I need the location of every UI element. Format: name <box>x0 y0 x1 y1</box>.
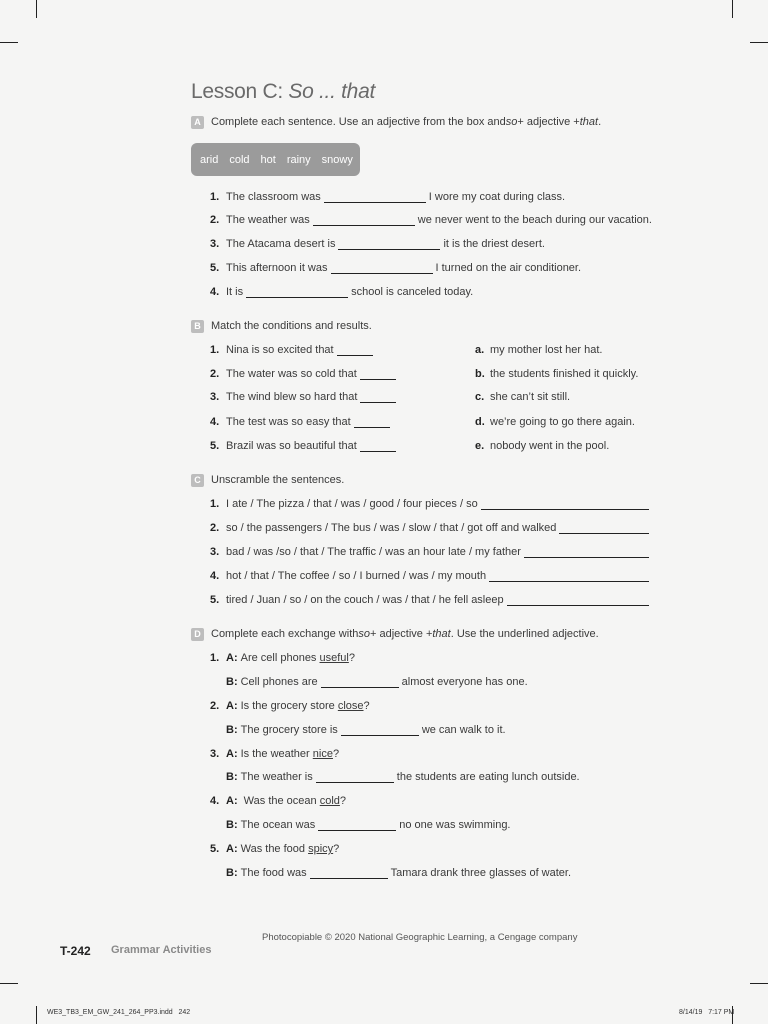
speaker-label: B: <box>226 819 238 831</box>
answer-blank[interactable] <box>360 370 396 380</box>
exercise-a-item <box>210 212 652 226</box>
result-letter: d. <box>475 416 485 428</box>
item-number: 2. <box>210 700 220 712</box>
result-letter: e. <box>475 440 485 452</box>
speaker-label: B: <box>226 724 238 736</box>
exchange-answer <box>226 674 528 688</box>
answer-blank[interactable] <box>337 346 373 356</box>
page-number: T-242 <box>60 944 91 958</box>
item-text: bad / was /so / that / The traffic / was an hour late / my father <box>226 546 521 558</box>
answer-blank[interactable] <box>489 572 649 582</box>
instruction-that: that <box>432 628 451 640</box>
condition-item <box>210 366 399 380</box>
print-slug-file: WE3_TB3_EM_GW_241_264_PP3.indd 242 <box>47 1009 191 1016</box>
underlined-adjective: spicy <box>308 843 334 855</box>
item-text: Cell phones are <box>240 676 318 688</box>
item-text: I ate / The pizza / that / was / good / four pieces / so <box>226 498 478 510</box>
answer-blank[interactable] <box>324 193 426 203</box>
result-item <box>475 438 609 452</box>
section-a-instruction <box>191 115 601 129</box>
item-text: The ocean was <box>240 819 316 831</box>
crop-mark <box>0 983 18 984</box>
speaker-label: B: <box>226 676 238 688</box>
underlined-adjective: useful <box>319 652 349 664</box>
lesson-title <box>191 80 375 104</box>
result-letter: b. <box>475 368 485 380</box>
instruction-that: that <box>579 116 599 128</box>
instruction-so: so <box>358 628 370 640</box>
result-text: nobody went in the pool. <box>490 440 610 452</box>
print-slug-date: 8/14/19 7:17 PM <box>679 1009 735 1016</box>
unscramble-item <box>210 496 652 510</box>
section-c-badge: C <box>191 474 204 487</box>
instruction-text: Complete each exchange with <box>211 628 359 640</box>
copyright-notice: Photocopiable © 2020 National Geographic Learning, a Cengage company <box>262 932 578 943</box>
instruction-text: + adjective + <box>370 628 433 640</box>
crop-mark <box>0 42 18 43</box>
item-text: The water was so cold that <box>226 368 357 380</box>
instruction-text: Match the conditions and results. <box>211 320 372 332</box>
item-number: 3. <box>210 546 220 558</box>
exercise-a-item <box>210 260 581 274</box>
item-text: It is <box>226 286 244 298</box>
crop-mark <box>36 1006 37 1024</box>
item-number: 1. <box>210 652 220 664</box>
item-text: no one was swimming. <box>399 819 511 831</box>
item-number: 4. <box>210 286 220 298</box>
unscramble-item <box>210 592 652 606</box>
exercise-a-item <box>210 189 565 203</box>
answer-blank[interactable] <box>507 596 649 606</box>
item-text: Is the grocery store <box>240 700 338 712</box>
answer-blank[interactable] <box>481 500 649 510</box>
item-text: The weather was <box>226 214 310 226</box>
result-text: my mother lost her hat. <box>490 344 603 356</box>
item-number: 5. <box>210 843 220 855</box>
answer-blank[interactable] <box>313 216 415 226</box>
item-number: 5. <box>210 440 220 452</box>
answer-blank[interactable] <box>360 393 396 403</box>
exchange-answer <box>226 865 571 879</box>
item-number: 1. <box>210 498 220 510</box>
item-number: 1. <box>210 191 220 203</box>
answer-blank[interactable] <box>321 678 399 688</box>
result-item <box>475 414 635 428</box>
answer-blank[interactable] <box>331 264 433 274</box>
answer-blank[interactable] <box>341 726 419 736</box>
word-box-word: arid <box>200 153 219 166</box>
instruction-text: + adjective + <box>517 116 580 128</box>
word-box-word: cold <box>229 153 250 166</box>
item-number: 4. <box>210 795 220 807</box>
result-item <box>475 366 638 380</box>
item-text: ? <box>363 700 370 712</box>
item-text: we can walk to it. <box>421 724 506 736</box>
answer-blank[interactable] <box>246 288 348 298</box>
answer-blank[interactable] <box>360 442 396 452</box>
exchange-question <box>210 650 355 664</box>
section-d-instruction <box>191 627 599 641</box>
word-box-word: rainy <box>286 153 311 166</box>
underlined-adjective: close <box>337 700 364 712</box>
crop-mark <box>732 0 733 18</box>
speaker-label: A: <box>226 748 238 760</box>
item-text: The food was <box>240 867 307 879</box>
item-text: The wind blew so hard that <box>226 391 358 403</box>
item-text: we never went to the beach during our vacation. <box>417 214 652 226</box>
item-number: 2. <box>210 368 220 380</box>
item-text: Tamara drank three glasses of water. <box>390 867 572 879</box>
unscramble-item <box>210 520 652 534</box>
item-number: 4. <box>210 416 220 428</box>
item-text: school is canceled today. <box>351 286 474 298</box>
crop-mark <box>36 0 37 18</box>
speaker-label: B: <box>226 771 238 783</box>
item-number: 2. <box>210 522 220 534</box>
item-text: hot / that / The coffee / so / I burned / was / my mouth <box>226 570 487 582</box>
exchange-answer <box>226 722 506 736</box>
unscramble-item <box>210 544 652 558</box>
speaker-label: A: <box>226 843 238 855</box>
item-text: The grocery store is <box>240 724 338 736</box>
condition-item <box>210 438 399 452</box>
answer-blank[interactable] <box>316 773 394 783</box>
unscramble-item <box>210 568 652 582</box>
instruction-text: Unscramble the sentences. <box>211 474 345 486</box>
item-number: 5. <box>210 594 220 606</box>
condition-item <box>210 389 399 403</box>
crop-mark <box>750 42 768 43</box>
item-number: 3. <box>210 238 220 250</box>
exchange-question <box>210 698 370 712</box>
item-text: Is the weather <box>240 748 313 760</box>
instruction-text: . Use the underlined adjective. <box>450 628 599 640</box>
speaker-label: A: <box>226 700 238 712</box>
section-c-instruction <box>191 473 344 487</box>
crop-mark <box>750 983 768 984</box>
result-text: we’re going to go there again. <box>490 416 635 428</box>
item-text: so / the passengers / The bus / was / slow / that / got off and walked <box>226 522 557 534</box>
exchange-question <box>210 746 339 760</box>
item-text: The test was so easy that <box>226 416 351 428</box>
speaker-label: A: <box>226 652 238 664</box>
item-number: 5. <box>210 262 220 274</box>
item-text: almost everyone has one. <box>401 676 528 688</box>
word-box-word: hot <box>260 153 276 166</box>
result-item <box>475 389 570 403</box>
item-text: ? <box>333 843 340 855</box>
exchange-question <box>210 793 346 807</box>
item-text: The Atacama desert is <box>226 238 336 250</box>
word-box <box>191 143 360 176</box>
item-number: 4. <box>210 570 220 582</box>
item-text: Nina is so excited that <box>226 344 334 356</box>
lesson-title-prefix: Lesson C: <box>191 80 289 103</box>
item-number: 3. <box>210 391 220 403</box>
answer-blank[interactable] <box>524 548 649 558</box>
item-text: it is the driest desert. <box>443 238 545 250</box>
item-text: Was the ocean <box>240 795 320 807</box>
instruction-text: Complete each sentence. Use an adjective from the box and <box>211 116 506 128</box>
word-box-word: snowy <box>321 153 353 166</box>
section-b-badge: B <box>191 320 204 333</box>
condition-item <box>210 342 376 356</box>
answer-blank[interactable] <box>310 869 388 879</box>
footer-section-title: Grammar Activities <box>111 944 212 956</box>
speaker-label: A: <box>226 795 238 807</box>
item-number: 3. <box>210 748 220 760</box>
item-text: tired / Juan / so / on the couch / was / that / he fell asleep <box>226 594 504 606</box>
result-letter: a. <box>475 344 485 356</box>
condition-item <box>210 414 393 428</box>
item-text: I turned on the air conditioner. <box>435 262 582 274</box>
item-text: ? <box>332 748 340 760</box>
exchange-question <box>210 841 339 855</box>
instruction-so: so <box>505 116 518 128</box>
exercise-a-item <box>210 284 473 298</box>
exchange-answer <box>226 769 580 783</box>
answer-blank[interactable] <box>318 821 396 831</box>
answer-blank[interactable] <box>354 418 390 428</box>
answer-blank[interactable] <box>338 240 440 250</box>
item-text: This afternoon it was <box>226 262 328 274</box>
item-text: I wore my coat during class. <box>428 191 566 203</box>
item-text: Are cell phones <box>240 652 320 664</box>
section-b-instruction <box>191 319 372 333</box>
exercise-a-item <box>210 236 545 250</box>
section-d-badge: D <box>191 628 204 641</box>
result-item <box>475 342 603 356</box>
section-a-badge: A <box>191 116 204 129</box>
item-number: 1. <box>210 344 220 356</box>
item-text: the students are eating lunch outside. <box>396 771 580 783</box>
item-text: ? <box>339 795 347 807</box>
speaker-label: B: <box>226 867 238 879</box>
item-text: Brazil was so beautiful that <box>226 440 357 452</box>
lesson-title-italic: So ... that <box>288 80 375 103</box>
result-letter: c. <box>475 391 485 403</box>
item-text: Was the food <box>240 843 309 855</box>
item-text: ? <box>348 652 355 664</box>
underlined-adjective: nice <box>312 748 333 760</box>
result-text: she can’t sit still. <box>490 391 571 403</box>
exchange-answer <box>226 817 511 831</box>
item-text: The classroom was <box>226 191 321 203</box>
underlined-adjective: cold <box>319 795 340 807</box>
item-number: 2. <box>210 214 220 226</box>
instruction-text: . <box>598 116 602 128</box>
result-text: the students finished it quickly. <box>490 368 639 380</box>
answer-blank[interactable] <box>559 524 649 534</box>
item-text: The weather is <box>240 771 313 783</box>
